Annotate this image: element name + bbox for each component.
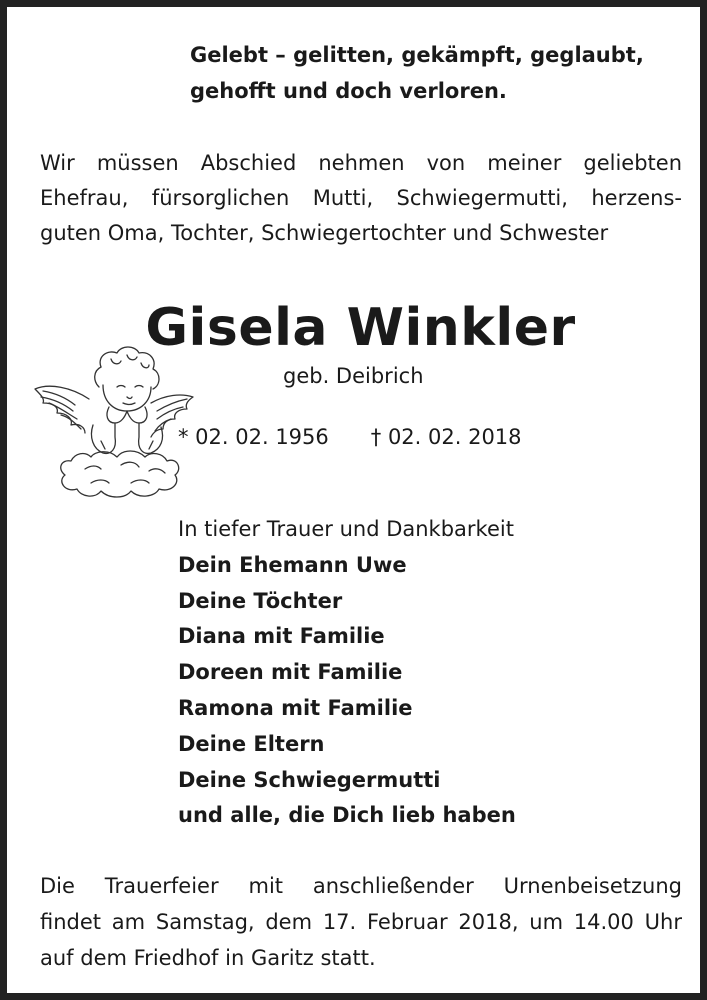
intro-text — [40, 146, 682, 251]
motto — [190, 37, 644, 109]
angel-cherub-icon — [31, 337, 201, 502]
intro-line: Ehefrau, fürsorglichen Mutti, Schwiegermutti, herzens- — [40, 186, 682, 210]
motto-line: Gelebt – gelitten, gekämpft, geglaubt, — [190, 43, 644, 67]
death-date: † 02. 02. 2018 — [370, 425, 522, 449]
deceased-name: Gisela Winkler — [145, 298, 576, 358]
mourner-name: Ramona mit Familie — [178, 695, 413, 720]
motto-line: gehofft und doch verloren. — [190, 79, 507, 103]
life-dates — [178, 422, 522, 452]
mourner-name: Deine Eltern — [178, 731, 325, 756]
intro-line: guten Oma, Tochter, Schwiegertochter und Schwester — [40, 221, 609, 245]
mourner-name: Diana mit Familie — [178, 624, 385, 649]
birth-name: geb. Deibrich — [283, 364, 424, 388]
funeral-line: auf dem Friedhof in Garitz statt. — [40, 946, 376, 970]
mourner-name: Dein Ehemann Uwe — [178, 552, 407, 577]
mourner-name: Deine Töchter — [178, 588, 343, 613]
funeral-line: findet am Samstag, dem 17. Februar 2018, um 14.00 Uhr — [40, 910, 682, 934]
funeral-line: Die Trauerfeier mit anschließender Urnenbeisetzung — [40, 874, 682, 898]
mourner-name: Doreen mit Familie — [178, 660, 403, 685]
mourners-lead: In tiefer Trauer und Dankbarkeit — [178, 517, 514, 541]
mourners-list — [178, 512, 516, 834]
mourner-name: Deine Schwiegermutti — [178, 767, 441, 792]
funeral-info — [40, 868, 682, 976]
mourner-name: und alle, die Dich lieb haben — [178, 803, 516, 828]
intro-line: Wir müssen Abschied nehmen von meiner geliebten — [40, 151, 682, 175]
birth-date: * 02. 02. 1956 — [178, 425, 329, 449]
